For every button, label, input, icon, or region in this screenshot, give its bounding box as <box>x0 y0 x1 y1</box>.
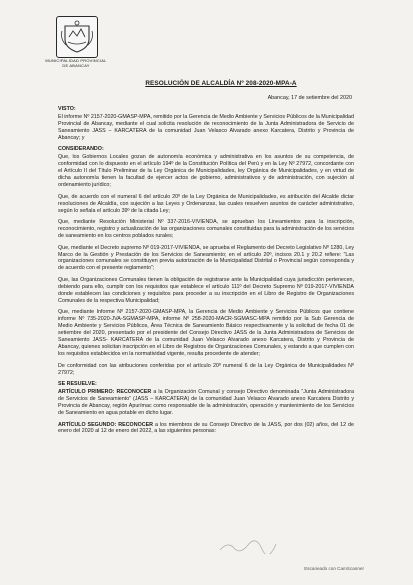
municipality-name <box>36 58 116 68</box>
article-label: ARTÍCULO PRIMERO: RECONOCER <box>58 389 152 396</box>
considerando-paragraph: Que, de acuerdo con el numeral 6 del artículo 20º de la Ley Orgánica de Municipalidades, es atribución del Alcalde dictar resoluciones de Alcaldía, con sujeción a las Leyes y Ordenanzas, las cuales resuelven asuntos de carácter administrativo, según lo señala el artículo 39º de la citada Ley; <box>58 193 354 214</box>
considerando-heading: CONSIDERANDO: <box>58 146 104 153</box>
article-paragraph <box>58 389 354 417</box>
coat-of-arms-icon <box>57 17 97 57</box>
municipal-seal-logo <box>56 16 98 58</box>
article-text: a la Organización Comunal y consejo Directivo denominada “Junta Administradora de Servicios de Saneamiento” (JASS – KARCATERA) de la comunidad Juan Velasco Alvarado anexo Karcatera Distrito y Provincia de Abancay, región Apurímac como responsable de la administración, operación y mantenimiento de los Servicios de Saneamiento en agua potable en dicho lugar. <box>58 389 355 416</box>
handwritten-signature-mark <box>218 540 278 554</box>
resolution-title: RESOLUCIÓN DE ALCALDÍA Nº 208-2020-MPA-A <box>145 80 297 87</box>
scanner-watermark: Escaneado con CamScanner <box>304 566 364 571</box>
visto-paragraph: El informe Nº 2157-2020-GMASP-MPA, remitido por la Gerencia de Medio Ambiente y Servicios Públicos de la Municipalidad Provincial de Abancay, mediante el cual solicita resolución de reconocimiento de la Junta Administradora de Servicio de Saneamiento JASS – KARCATERA de la comunidad Juan Velasco Alvarado anexo Karcatera, Distrito y Provincia de Abancay; y <box>58 113 354 141</box>
considerando-paragraph: Que, mediante Resolución Ministerial Nº 337-2016-VIVIENDA, se aprueban los Lineamientos para la inscripción, reconocimiento, registro y actualización de las organizaciones comunales constituidas para la administración de los servicios de saneamiento en los centros poblados rurales; <box>58 219 354 240</box>
resolution-date: Abancay, 17 de setiembre del 2020 <box>267 95 352 101</box>
considerando-paragraph: Que, mediante el Decreto supremo Nº 019-2017-VIVIENDA, se aprueba el Reglamento del Decreto Legislativo Nº 1280, Ley Marco de la Gestión y Prestación de los Servicios de Saneamiento; en el artículo 20º, incisos 20.1 y 20.2 refiere: “Las organizaciones comunales se constituyen previa autorización de la Municipalidad Distrital o Provincial según corresponda y de acuerdo con el presente reglamento”; <box>58 244 354 272</box>
considerando-paragraph: De conformidad con las atribuciones conferidas por el artículo 20º numeral 6 de la Ley Orgánica de Municipalidades Nº 27972; <box>58 362 354 376</box>
municipality-line-2: DE ABANCAY <box>62 63 90 68</box>
resuelve-heading: SE RESUELVE: <box>58 381 97 388</box>
municipality-line-1: MUNICIPALIDAD PROVINCIAL <box>45 58 107 63</box>
article-paragraph <box>58 422 354 436</box>
considerando-paragraph: Que, las Organizaciones Comunales tienen la obligación de registrarse ante la Municipalidad cuya jurisdicción pertenecen, debiendo para ello, cumplir con los requisitos que establece el artículo 111º del Decreto Supremo Nº 019-2017-VIVIENDA donde establecen las condiciones y requisitos para proceder a su inscripción en el Libro de Registro de Organizaciones Comunales de la respectiva Municipalidad; <box>58 276 354 304</box>
article-text: a los miembros de su Consejo Directivo de la JASS, por dos (02) años, del 12 de enero del 2020 al 12 de enero del 2022, a las siguientes personas: <box>58 421 354 435</box>
considerando-paragraph: Que, los Gobiernos Locales gozan de autonomía económica y administrativa en los asuntos de su competencia, de conformidad con lo dispuesto en el artículo 194º de la Constitución Política del Perú y en la Ley Nº 27972, concordante con el Artículo II del Título Preliminar de la Ley Orgánica de Municipalidades, ley Orgánica de Municipalidades, y en virtud de dicha autonomía tienen la facultad de ejercer actos de gobierno, administrativos y de administración, con sujeción al ordenamiento jurídico; <box>58 154 354 189</box>
article-label: ARTÍCULO SEGUNDO: RECONOCER <box>58 421 154 428</box>
considerando-paragraph: Que, mediante Informe Nº 2157-2020-GMASP-MPA, la Gerencia de Medio Ambiente y Servicios Públicos que contiene informe Nº 735-2020-JVA-SGMASP-MPA, informe Nº 258-2020-MACR-SGMASC-MPA remitido por la Sub Gerencia de Medio Ambiente y Servicios Públicos, Área Técnica de Saneamiento Básico respectivamente y la solicitud de fecha 01 de setiembre del 2020, presentado por el presidente del Consejo Directivo JASS de la Junta Administradora de Servicios de Saneamiento JASS- KARCATERA de la comunidad Juan Velasco Alvarado anexo Karcatera, Distrito y Provincia de Abancay, quienes solicitan inscripción en el Libro de Registros de Organizaciones Comunales, y estando a que cumplen con los requisitos establecidos en la normatividad vigente, resulta procedente de atender; <box>58 309 354 358</box>
visto-heading: VISTO: <box>58 106 76 112</box>
document-body <box>58 106 354 440</box>
